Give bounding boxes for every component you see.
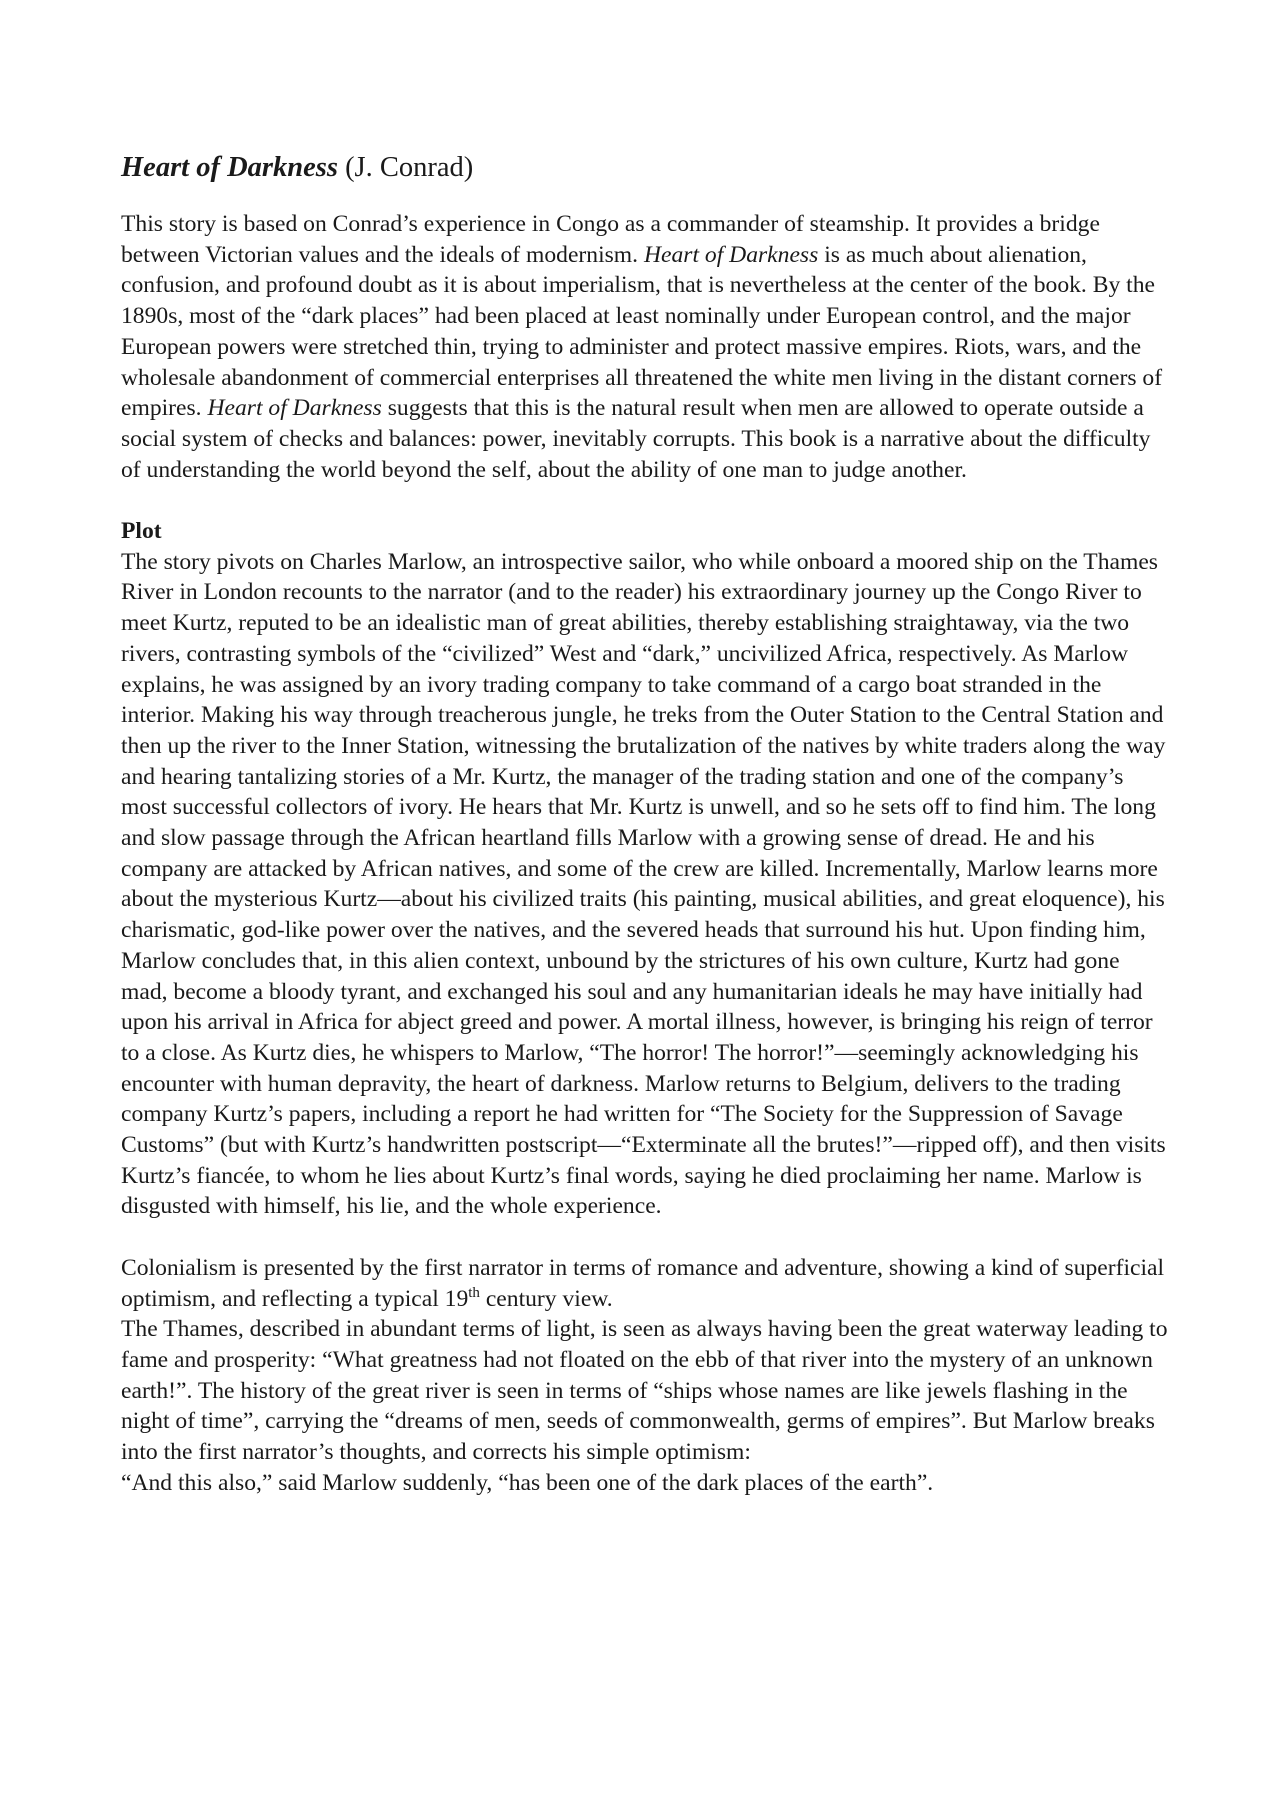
document-title: [121, 150, 1171, 186]
colonialism-text-after: century view.: [479, 1285, 613, 1312]
paragraph-gap: [121, 485, 1171, 516]
plot-heading: Plot: [121, 518, 162, 545]
intro-text-1: This story is based on Conrad’s experience in Congo as a commander of steamship. It provides a bridge between Victorian values and the ideals of modernism.: [121, 211, 1100, 268]
marlow-quote: “And this also,” said Marlow suddenly, “has been one of the dark places of the earth”.: [121, 1469, 934, 1496]
document-page: [121, 150, 1171, 1499]
plot-paragraph: The story pivots on Charles Marlow, an introspective sailor, who while onboard a moored ship on the Thames River in London recounts to the narrator (and to the reader) his extraordinary journey up the Congo River to meet Kurtz, reputed to be an idealistic man of great abilities, thereby establishing straightaway, via the two rivers, contrasting symbols of the “civilized” West and “dark,” uncivilized Africa, respectively. As Marlow explains, he was assigned by an ivory trading company to take command of a cargo boat stranded in the interior. Making his way through treacherous jungle, he treks from the Outer Station to the Central Station and then up the river to the Inner Station, witnessing the brutalization of the natives by white traders along the way and hearing tantalizing stories of a Mr. Kurtz, the manager of the trading station and one of the company’s most successful collectors of ivory. He hears that Mr. Kurtz is unwell, and so he sets off to find him. The long and slow passage through the African heartland fills Marlow with a growing sense of dread. He and his company are attacked by African natives, and some of the crew are killed. Incrementally, Marlow learns more about the mysterious Kurtz—about his civilized traits (his painting, musical abilities, and great eloquence), his charismatic, god-like power over the natives, and the severed heads that surround his hut. Upon finding him, Marlow concludes that, in this alien context, unbound by the strictures of his own culture, Kurtz had gone mad, become a bloody tyrant, and exchanged his soul and any humanitarian ideals he may have initially had upon his arrival in Africa for abject greed and power. A mortal illness, however, is bringing his reign of terror to a close. As Kurtz dies, he whispers to Marlow, “The horror! The horror!”—seemingly acknowledging his encounter with human depravity, the heart of darkness. Marlow returns to Belgium, delivers to the trading company Kurtz’s papers, including a report he had written for “The Society for the Suppression of Savage Customs” (but with Kurtz’s handwritten postscript—“Exterminate all the brutes!”—ripped off), and then visits Kurtz’s fiancée, to whom he lies about Kurtz’s final words, saying he died proclaiming her name. Marlow is disgusted with himself, his lie, and the whole experience.: [121, 548, 1166, 1220]
colonialism-paragraph: [121, 1253, 1171, 1314]
colonialism-text-before: Colonialism is presented by the first narrator in terms of romance and adventure, showing a kind of superficial optimism, and reflecting a typical 19: [121, 1254, 1165, 1312]
intro-text-2: is as much about alienation, confusion, and profound doubt as it is about imperialism, that is nevertheless at the center of the book. By the 1890s, most of the “dark places” had been placed at least nominally under European control, and the major European powers were stretched thin, trying to administer and protect massive empires. Riots, wars, and the wholesale abandonment of commercial enterprises all threatened the white men living in the distant corners of empires.: [121, 241, 1163, 422]
intro-paragraph: [121, 209, 1171, 485]
title-work: Heart of Darkness: [121, 152, 338, 183]
intro-text-3: suggests that this is the natural result when men are allowed to operate outside a social system of checks and balances: power, inevitably corrupts. This book is a narrative about the difficulty of understanding the world beyond the self, about the ability of one man to judge another.: [121, 395, 1151, 483]
title-author: (J. Conrad): [345, 152, 474, 183]
intro-italic-title-1: Heart of Darkness: [643, 241, 819, 268]
intro-italic-title-2: Heart of Darkness: [207, 395, 382, 422]
century-superscript: th: [468, 1284, 480, 1301]
paragraph-gap: [121, 1222, 1171, 1253]
thames-paragraph: The Thames, described in abundant terms of light, is seen as always having been the great waterway leading to fame and prosperity: “What greatness had not floated on the ebb of that river into the mystery of an unknown earth!”. The history of the great river is seen in terms of “ships whose names are like jewels flashing in the night of time”, carrying the “dreams of men, seeds of commonwealth, germs of empires”. But Marlow breaks into the first narrator’s thoughts, and corrects his simple optimism:: [121, 1316, 1168, 1466]
